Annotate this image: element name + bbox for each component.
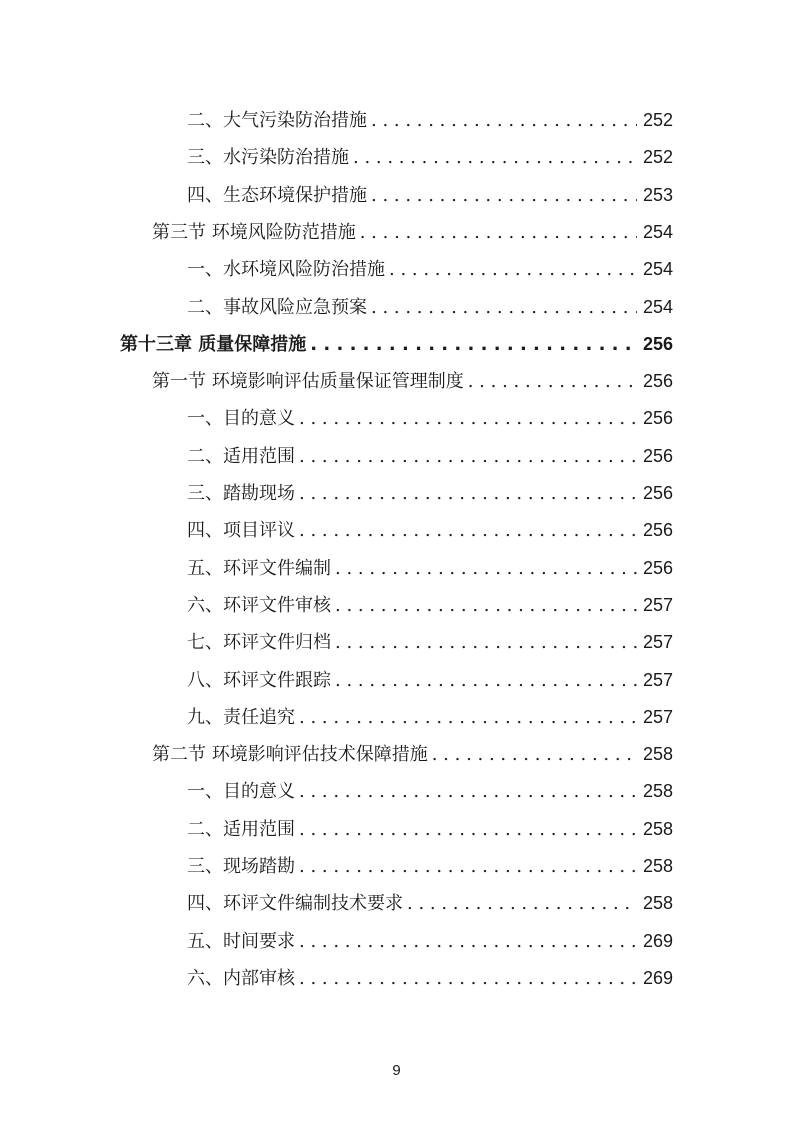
toc-entry-title: 二、大气污染防治措施 — [187, 110, 367, 131]
toc-entry-item[interactable] — [187, 444, 673, 469]
toc-entry-title: 第二节 环境影响评估技术保障措施 — [152, 744, 428, 766]
toc-entry-title: 一、水环境风险防治措施 — [187, 259, 385, 281]
toc-dot-leader — [299, 407, 637, 431]
toc-entry-item[interactable] — [187, 518, 673, 543]
toc-entry-title: 第十三章 质量保障措施 — [120, 333, 307, 355]
toc-entry-page-number: 257 — [642, 594, 673, 615]
toc-entry-page-number: 252 — [642, 147, 673, 168]
toc-entry-item[interactable] — [187, 481, 673, 506]
toc-entry-item[interactable] — [187, 966, 673, 991]
toc-dot-leader — [432, 743, 637, 767]
toc-entry-title: 三、水污染防治措施 — [187, 147, 349, 169]
toc-dot-leader — [299, 930, 637, 954]
toc-entry-title: 一、目的意义 — [187, 781, 295, 803]
toc-entry-title: 三、现场踏勘 — [187, 856, 295, 877]
toc-dot-leader — [299, 780, 637, 804]
toc-dot-leader — [335, 594, 637, 618]
toc-entry-item[interactable] — [187, 891, 673, 916]
toc-entry-item[interactable] — [187, 630, 673, 655]
toc-entry-title: 二、适用范围 — [187, 445, 295, 467]
toc-entry-page-number: 269 — [642, 967, 673, 988]
toc-entry-page-number: 269 — [642, 930, 673, 951]
toc-entry-title: 四、项目评议 — [187, 520, 295, 542]
toc-dot-leader — [371, 109, 637, 133]
toc-entry-page-number: 254 — [642, 296, 673, 317]
toc-entry-title: 六、环评文件审核 — [187, 594, 331, 616]
toc-entry-item[interactable] — [187, 593, 673, 618]
toc-entry-title: 七、环评文件归档 — [187, 632, 331, 654]
toc-entry-page-number: 258 — [642, 818, 673, 839]
toc-entry-item[interactable] — [187, 406, 673, 431]
toc-entry-page-number: 253 — [642, 184, 673, 205]
toc-entry-item[interactable] — [187, 183, 673, 208]
toc-entry-section[interactable] — [152, 220, 673, 245]
toc-dot-leader — [335, 557, 637, 581]
toc-dot-leader — [335, 669, 637, 693]
toc-dot-leader — [299, 855, 637, 879]
toc-entry-page-number: 256 — [642, 483, 673, 503]
toc-entry-section[interactable] — [152, 369, 673, 394]
toc-dot-leader — [407, 892, 637, 916]
toc-entry-item[interactable] — [187, 817, 673, 842]
toc-entry-page-number: 252 — [642, 110, 673, 130]
toc-entry-item[interactable] — [187, 145, 673, 170]
toc-entry-title: 第一节 环境影响评估质量保证管理制度 — [152, 371, 464, 393]
toc-entry-page-number: 258 — [642, 893, 673, 914]
toc-entry-item[interactable] — [187, 257, 673, 282]
toc-entry-page-number: 256 — [642, 557, 673, 578]
toc-entry-title: 二、适用范围 — [187, 818, 295, 840]
toc-dot-leader — [353, 146, 637, 170]
toc-entry-page-number: 258 — [642, 781, 673, 802]
toc-entry-title: 一、目的意义 — [187, 408, 295, 430]
toc-dot-leader — [468, 370, 637, 394]
toc-dot-leader — [310, 333, 637, 357]
toc-entry-page-number: 256 — [642, 333, 673, 354]
toc-entry-chapter[interactable] — [120, 332, 673, 357]
toc-entry-page-number: 258 — [642, 856, 673, 876]
toc-entry-title: 二、事故风险应急预案 — [187, 296, 367, 318]
toc-entry-item[interactable] — [187, 929, 673, 954]
toc-entry-page-number: 258 — [642, 744, 673, 765]
toc-dot-leader — [299, 445, 637, 469]
toc-entry-item[interactable] — [187, 668, 673, 693]
toc-dot-leader — [299, 967, 637, 991]
toc-entry-page-number: 254 — [642, 259, 673, 280]
toc-entry-page-number: 257 — [642, 669, 673, 690]
toc-dot-leader — [299, 519, 637, 543]
toc-entry-item[interactable] — [187, 295, 673, 320]
toc-entry-title: 三、踏勘现场 — [187, 483, 295, 504]
toc-dot-leader — [299, 818, 637, 842]
toc-entry-title: 九、责任追究 — [187, 706, 295, 728]
toc-entry-page-number: 257 — [642, 706, 673, 727]
toc-entry-page-number: 256 — [642, 408, 673, 429]
toc-entry-page-number: 256 — [642, 520, 673, 541]
toc-dot-leader — [335, 631, 637, 655]
toc-entry-title: 第三节 环境风险防范措施 — [152, 221, 356, 243]
toc-entry-item[interactable] — [187, 705, 673, 730]
toc-entry-title: 四、环评文件编制技术要求 — [187, 893, 403, 915]
toc-dot-leader — [371, 296, 637, 320]
toc-dot-leader — [299, 706, 637, 730]
toc-dot-leader — [389, 258, 637, 282]
toc-entry-section[interactable] — [152, 742, 673, 767]
toc-entry-item[interactable] — [187, 108, 673, 133]
toc-entry-title: 四、生态环境保护措施 — [187, 184, 367, 206]
toc-entry-page-number: 256 — [642, 445, 673, 466]
toc-dot-leader — [360, 221, 637, 245]
toc-entry-page-number: 254 — [642, 221, 673, 242]
toc-entry-item[interactable] — [187, 556, 673, 581]
toc-entry-title: 八、环评文件跟踪 — [187, 669, 331, 691]
toc-entry-item[interactable] — [187, 854, 673, 879]
toc-entry-page-number: 257 — [642, 632, 673, 653]
toc-entry-page-number: 256 — [642, 371, 673, 392]
toc-entry-item[interactable] — [187, 779, 673, 804]
toc-entry-title: 五、环评文件编制 — [187, 557, 331, 579]
page-number: 9 — [392, 1062, 401, 1079]
toc-dot-leader — [299, 482, 637, 506]
toc-entry-title: 六、内部审核 — [187, 967, 295, 989]
toc-dot-leader — [371, 184, 637, 208]
toc-entry-title: 五、时间要求 — [187, 930, 295, 952]
